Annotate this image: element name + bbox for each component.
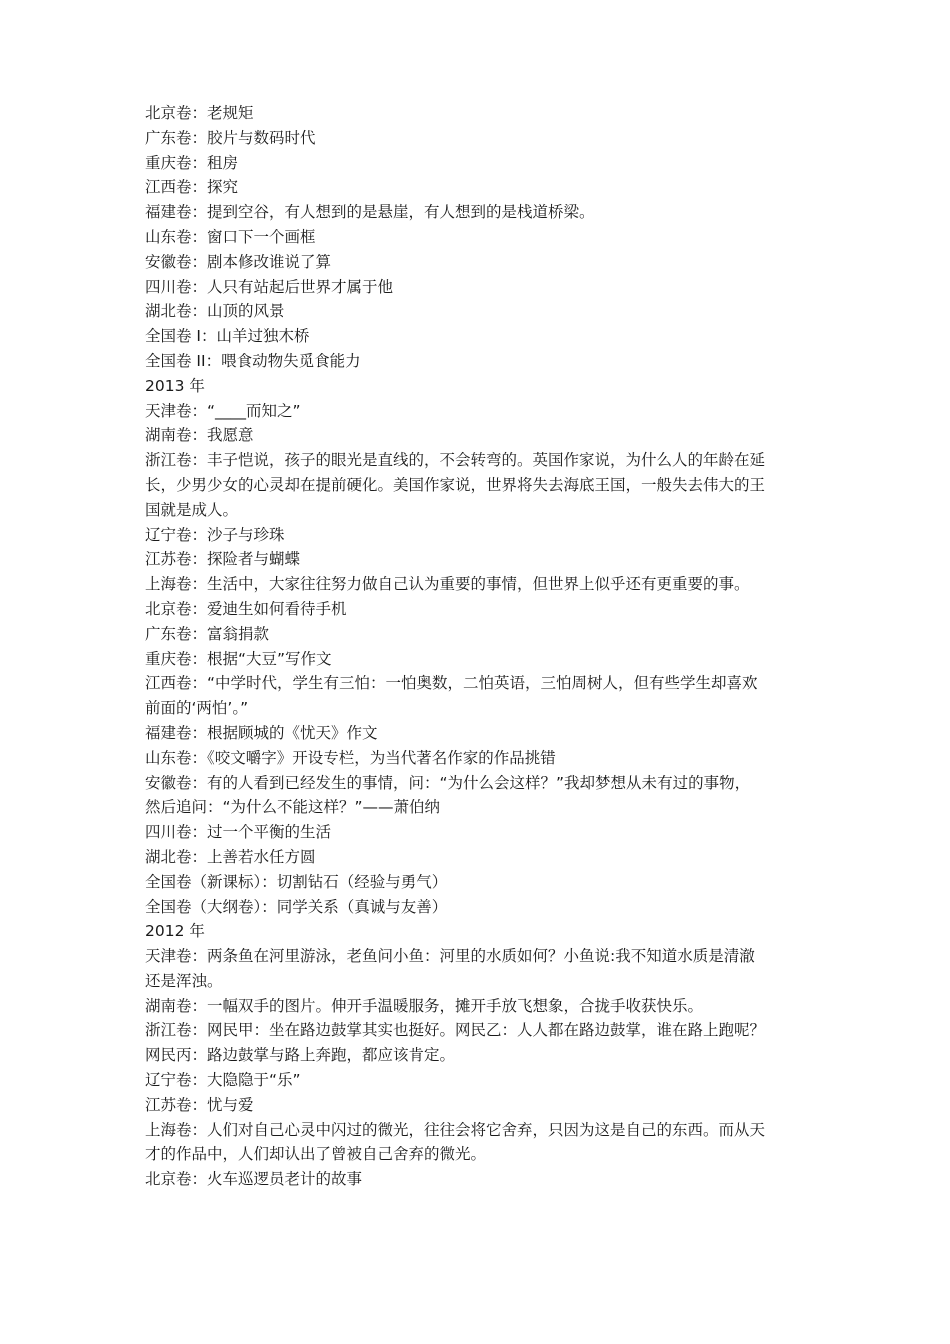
text-line: 湖北卷：山顶的风景 bbox=[145, 302, 285, 321]
text-line: 湖北卷：上善若水任方圆 bbox=[145, 847, 316, 866]
text-line: 还是浑浊。 bbox=[145, 971, 223, 990]
text-line: 江苏卷：探险者与蝴蝶 bbox=[145, 550, 301, 569]
year-heading: 2013 年 bbox=[145, 376, 205, 395]
text-line: 湖南卷：我愿意 bbox=[145, 426, 254, 445]
text-line: 然后追问：“为什么不能这样？”——萧伯纳 bbox=[145, 798, 441, 817]
text-line: 重庆卷：根据“大豆”写作文 bbox=[145, 649, 332, 668]
text-line: 才的作品中，人们却认出了曾被自己舍弃的微光。 bbox=[145, 1145, 487, 1164]
text-line: 四川卷：过一个平衡的生活 bbox=[145, 823, 332, 842]
text-line: 福建卷：提到空谷，有人想到的是悬崖，有人想到的是栈道桥梁。 bbox=[145, 203, 595, 222]
text-line: 山东卷：窗口下一个画框 bbox=[145, 227, 316, 246]
text-line: 天津卷：两条鱼在河里游泳，老鱼问小鱼：河里的水质如何？小鱼说:我不知道水质是清澈 bbox=[145, 947, 755, 966]
text-line: 江西卷：探究 bbox=[145, 178, 239, 197]
text-line: 浙江卷：丰子恺说，孩子的眼光是直线的，不会转弯的。英国作家说，为什么人的年龄在延 bbox=[145, 451, 766, 470]
text-line: 全国卷（大纲卷）：同学关系（真诚与友善） bbox=[145, 897, 448, 916]
text-line: 长，少男少女的心灵却在提前硬化。美国作家说，世界将失去海底王国，一般失去伟大的王 bbox=[145, 475, 766, 494]
text-line: 江苏卷：忧与爱 bbox=[145, 1095, 254, 1114]
text-line: 全国卷（新课标）：切割钻石（经验与勇气） bbox=[145, 872, 448, 891]
text-line: 福建卷：根据顾城的《忧天》作文 bbox=[145, 723, 378, 742]
text-line: 上海卷：人们对自己心灵中闪过的微光，往往会将它舍弃，只因为这是自己的东西。而从天 bbox=[145, 1120, 766, 1139]
text-line: 广东卷：富翁捐款 bbox=[145, 624, 270, 643]
document-body bbox=[145, 101, 825, 1192]
text-line: 全国卷 I：山羊过独木桥 bbox=[145, 327, 310, 346]
text-line: 浙江卷：网民甲：坐在路边鼓掌其实也挺好。网民乙：人人都在路边鼓掌，谁在路上跑呢？ bbox=[145, 1021, 766, 1040]
text-line: 天津卷：“____而知之” bbox=[145, 401, 301, 420]
text-line: 上海卷：生活中，大家往往努力做自己认为重要的事情，但世界上似乎还有更重要的事。 bbox=[145, 575, 750, 594]
text-line: 四川卷：人只有站起后世界才属于他 bbox=[145, 277, 394, 296]
text-line: 北京卷：爱迪生如何看待手机 bbox=[145, 599, 347, 618]
text-line: 北京卷：老规矩 bbox=[145, 104, 254, 122]
text-line: 重庆卷：租房 bbox=[145, 153, 239, 172]
text-line: 北京卷：火车巡逻员老计的故事 bbox=[145, 1170, 363, 1189]
text-line: 安徽卷：有的人看到已经发生的事情，问：“为什么会这样？”我却梦想从未有过的事物， bbox=[145, 773, 751, 792]
text-line: 山东卷：《咬文嚼字》开设专栏，为当代著名作家的作品挑错 bbox=[145, 748, 556, 767]
text-line: 湖南卷：一幅双手的图片。伸开手温暖服务，摊开手放飞想象，合拢手收获快乐。 bbox=[145, 996, 704, 1015]
text-line: 江西卷：“中学时代，学生有三怕：一怕奥数，二怕英语，三怕周树人，但有些学生却喜欢 bbox=[145, 674, 758, 693]
year-heading: 2012 年 bbox=[145, 922, 205, 941]
text-line: 网民丙：路边鼓掌与路上奔跑，都应该肯定。 bbox=[145, 1046, 456, 1065]
text-line: 辽宁卷：沙子与珍珠 bbox=[145, 525, 285, 544]
text-line: 辽宁卷：大隐隐于“乐” bbox=[145, 1071, 301, 1090]
text-line: 国就是成人。 bbox=[145, 500, 239, 519]
text-line: 安徽卷：剧本修改谁说了算 bbox=[145, 252, 332, 271]
text-line: 前面的‘两怕’。” bbox=[145, 699, 249, 718]
text-line: 全国卷 II：喂食动物失觅食能力 bbox=[145, 351, 361, 370]
text-line: 广东卷：胶片与数码时代 bbox=[145, 128, 316, 147]
